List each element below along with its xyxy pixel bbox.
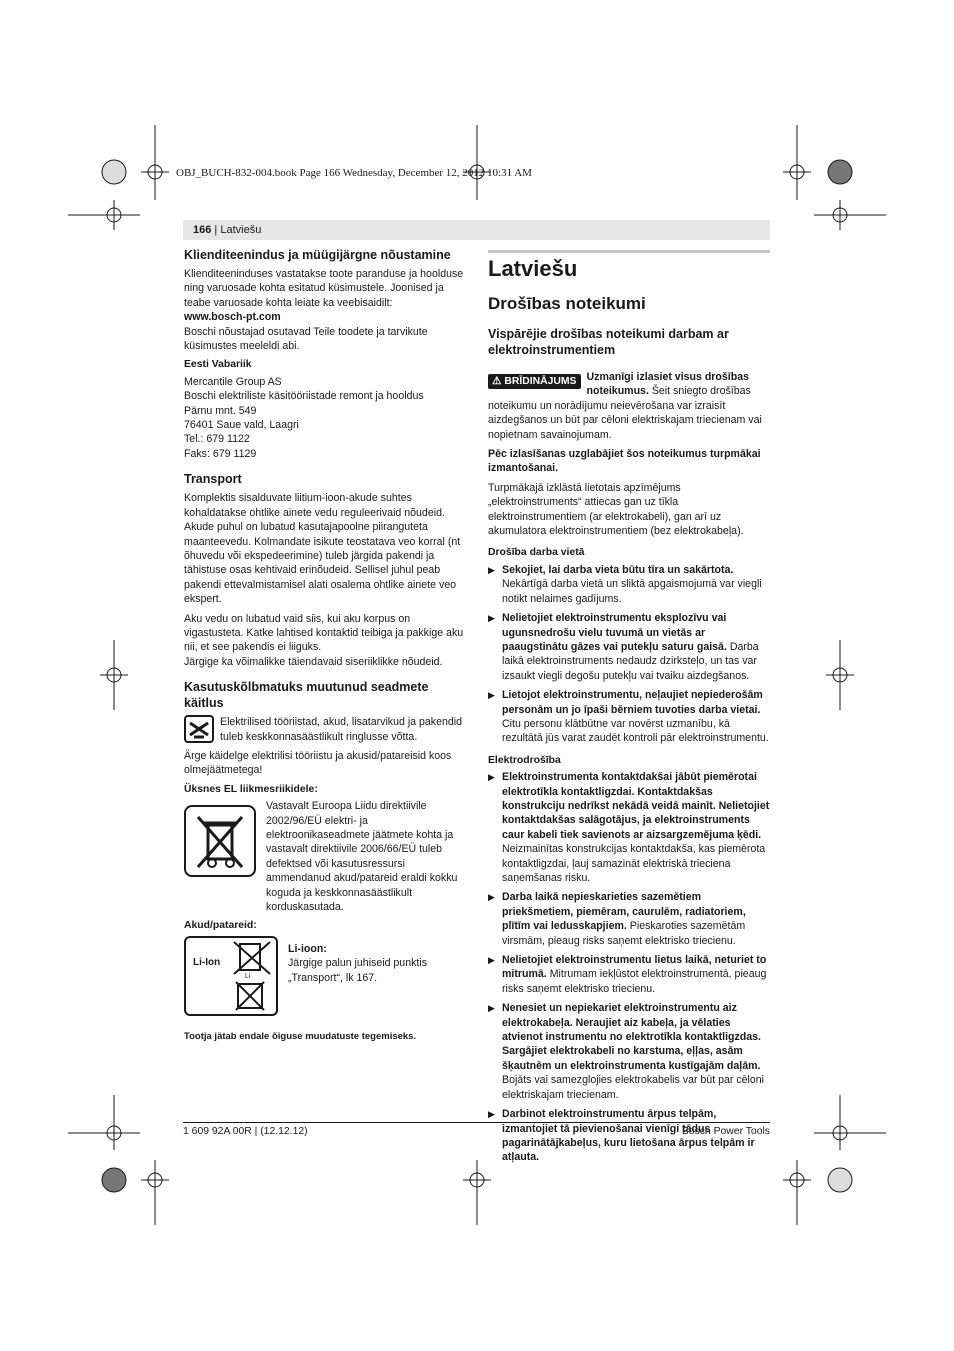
bullet-bold: Lietojot elektroinstrumentu, neļaujiet nepiederošām personām un jo īpaši bērniem tuvoties darba vietai. [502,689,763,716]
crossed-bin-icon [184,805,256,877]
addr-line: Boschi elektriliste käsitööriistade remont ja hooldus [184,390,424,403]
weee-row [184,799,466,914]
heading-workarea: Drošība darba vietā [488,547,585,559]
bullet-bold: Darbinot elektroinstrumentu ārpus telpām, izmantojiet tā pievienošanai vienīgi tādus pagarinātājkabeļus, kuru lietošana ārpus telpām ir atļauta. [502,1108,755,1164]
bullet-bold: Nelietojiet elektroinstrumentu lietus laikā, neturiet to mitrumā. [502,954,767,981]
heading-transport: Transport [184,472,242,487]
bullet-text: Mitrumam iekļūstot elektroinstrumentā, pieaug risks saņemt elektrisko triecienu. [502,968,767,995]
keep-note: Pēc izlasīšanas uzglabājiet šos noteikumus turpmākai izmantošanai. [488,448,761,475]
recycle-icon [184,715,214,743]
manufacturer-note: Tootja jätab endale õiguse muudatuste tegemiseks. [184,1030,417,1042]
right-column [488,250,770,1170]
heading-safety: Drošības noteikumi [488,294,646,313]
liion-label: Li-ioon: [288,942,327,955]
disposal-text-2: Ärge käidelge elektrilisi tööriistu ja akusid/patareisid koos olmejäätmetega! [184,749,452,777]
bullet-item [488,890,770,948]
bullet-text: Darba laikā elektroinstruments nedaudz dzirksteļo, un tas var izsaukt viegli degošu putekļu vai tvaiku aizdegšanos. [502,640,759,682]
bullet-arrow-icon: ▶ [488,564,495,575]
bullet-arrow-icon: ▶ [488,772,495,783]
footer-brand: Bosch Power Tools [681,1126,770,1137]
warning-triangle-icon: ⚠ [492,376,502,387]
heading-disposal: Kasutuskõlbmatuks muutunud seadmete käitlus [184,680,429,711]
bullet-bold: Elektroinstrumenta kontaktdakšai jābūt piemērotai elektrotīkla kontaktligzdai. Kontaktdakšas konstrukciju nedrīkst nekādā veidā mainīt. Nelietojiet kontaktdakšas salāgotājus, ja elektroinstruments caur kabeli tiek savienots ar aizsargzemējuma ķēdi. [502,771,770,841]
print-slug: OBJ_BUCH-832-004.book Page 166 Wednesday, December 12, 2012 10:31 AM [176,167,532,179]
addr-line: Mercantile Group AS [184,375,282,388]
page-title: Latviešu [488,256,578,281]
bullet-bold: Nenesiet un nepiekariet elektroinstrumentu aiz elektrokabeļa. Neraujiet aiz kabeļa, ja vēlaties atvienot instrumentu no elektrotīkla kontaktligzdas. Sargājiet elektrokabeli no karstuma, eļļas, asām šķautnēm un elektroinstrumenta kustīgajām daļām. [502,1002,762,1072]
country-label: Eesti Vabariik [184,359,252,371]
bullet-text: Bojāts vai samezglojies elektrokabelis var būt par cēloni elektriskajam triecienam. [502,1074,765,1101]
crossed-battery-icon [232,940,276,1014]
bullet-item [488,563,770,606]
bullet-item [488,953,770,996]
bullet-bold: Sekojiet, lai darba vieta būtu tīra un sakārtota. [502,563,734,576]
warning-badge-text: BRĪDINĀJUMS [504,376,577,387]
bullet-text: Citu personu klātbūtne var novērst uzmanību, kā rezultātā jūs varat zaudēt kontroli pār elektroinstrumentu. [502,717,769,745]
bullet-text: Neizmainītas konstrukcijas kontaktdakša, kas piemērota kontaktligzdai, ļauj samazināt elektriskā trieciena saņemšanas risku. [502,843,766,884]
header-bar [183,220,770,240]
eu-text: Vastavalt Euroopa Liidu direktiivile 2002/96/EÜ elektri- ja elektroonikaseadmete jäätmete kohta ja vastavalt direktiivile 2006/66/EÜ tuleb defektsed või kasutusressursi ammendanud akud/patareid eraldi kokku koguda ja keskkonnasäästlikult korduskasutada. [266,800,458,914]
bullet-arrow-icon: ▶ [488,892,495,903]
disposal-text-1: Elektrilised tööriistad, akud, lisatarvikud ja pakendid tuleb keskkonnasäästlikult ringlusse võtta. [220,716,463,743]
li-ion-icon [184,936,278,1016]
addr-line: Tel.: 679 1122 [184,433,250,446]
heading-service: Klienditeenindus ja müügijärgne nõustamine [184,248,451,262]
bullet-arrow-icon: ▶ [488,690,495,701]
bullet-text: Pieskaroties sazemētām virsmām, pieaug risks saņemt elektrisko triecienu. [502,920,746,947]
warning-badge [488,374,581,389]
liion-row [184,936,466,1016]
service-text-2: Boschi nõustajad osutavad Teile toodete ja tarvikute küsimustes meeleldi abi. [184,325,428,353]
bullet-text: Nekārtīgā darba vietā un sliktā apgaismojumā var viegli notikt nelaimes gadījums. [502,578,762,605]
bullet-item [488,688,770,746]
recycle-row [184,715,466,744]
warning-text: Šeit sniegto drošības noteikumu un norādījumu neievērošana var izraisīt aizdegšanos un būt par cēloni elektriskajam triecienam vai nopietnam savainojumam. [488,385,762,441]
page-number: 166 [193,224,212,236]
warning-bold: Uzmanīgi izlasiet visus drošības noteikumus. [586,371,749,398]
term-text: Turpmākajā izklāstā lietotais apzīmējums „elektroinstruments“ attiecas gan uz tīkla elektroinstrumentiem (ar elektrokabeli), gan arī uz akumulatora elektroinstrumentiem (bez elektrokabeļa). [488,481,744,538]
bullet-bold: Nelietojiet elektroinstrumentu eksplozīvu vai ugunsnedrošu vielu tuvumā un vietās ar paaugstinātu gāzes vai putekļu saturu gaisā. [502,612,727,653]
footer-doc-number: 1 609 92A 00R | (12.12.12) [183,1126,308,1137]
bullet-arrow-icon: ▶ [488,613,495,624]
left-column [184,247,466,1044]
transport-text-3: Järgige ka võimalikke täiendavaid siseriiklikke nõudeid. [184,655,443,668]
section-name: Latviešu [220,224,262,236]
footer-rule [183,1122,770,1123]
transport-text-2: Aku vedu on lubatud vaid siis, kui aku korpus on vigastusteta. Katke lahtised kontaktid teibiga ja pakkige aku nii, et see pakendis ei liiguks. [184,612,464,654]
batteries-label: Akud/patareid: [184,920,257,932]
addr-line: Faks: 679 1129 [184,447,257,460]
liion-text-block [288,942,466,1016]
addr-line: Pärnu mnt. 549 [184,404,257,417]
addr-line: 76401 Saue vald, Laagri [184,419,299,432]
bullet-arrow-icon: ▶ [488,1003,495,1014]
li-ion-icon-text: Li-Ion [193,956,221,968]
bullet-item [488,611,770,683]
bullet-bold: Darba laikā nepieskarieties sazemētiem priekšmetiem, piemēram, caurulēm, radiatoriem, plītīm vai ledusskapjiem. [502,891,746,933]
transport-text-1: Komplektis sisalduvate liitium-ioon-akude suhtes kohaldatakse ohtlike ainete vedu reguleerivaid nõudeid. Akude puhul on lubatud kasutajapoolne piiranguteta maanteevedu. Kolmandate isikute teostatava veo korral (nt õhuvedu või ekspedeerimine) tuleb järgida pakendi ja tähistuse osas kehtivaid erinõudeid. Sellisel juhul peab pakendi ettevalmistamisel alati osalema ohtlike ainete veo ekspert. [184,492,461,606]
li-small: Li [245,972,251,980]
bullet-arrow-icon: ▶ [488,1109,495,1120]
bullet-arrow-icon: ▶ [488,955,495,966]
bullet-item [488,770,770,885]
warning-block [488,370,770,442]
heading-general: Vispārējie drošības noteikumi darbam ar elektroinstrumentiem [488,327,729,357]
service-url[interactable]: www.bosch-pt.com [184,311,281,324]
eu-label: Üksnes EL liikmesriikidele: [184,783,318,795]
bullet-item [488,1001,770,1102]
liion-text: Järgige palun juhiseid punktis „Transport“, lk 167. [288,957,427,984]
heading-electric: Elektrodrošība [488,754,561,766]
service-text-1: Klienditeeninduses vastatakse toote paranduse ja hoolduse ning varuosade kohta esitatud küsimustele. Joonised ja teabe varuosade kohta leiate ka veebisaidilt: [184,268,464,309]
running-header: 166 | Latviešu [193,224,262,236]
